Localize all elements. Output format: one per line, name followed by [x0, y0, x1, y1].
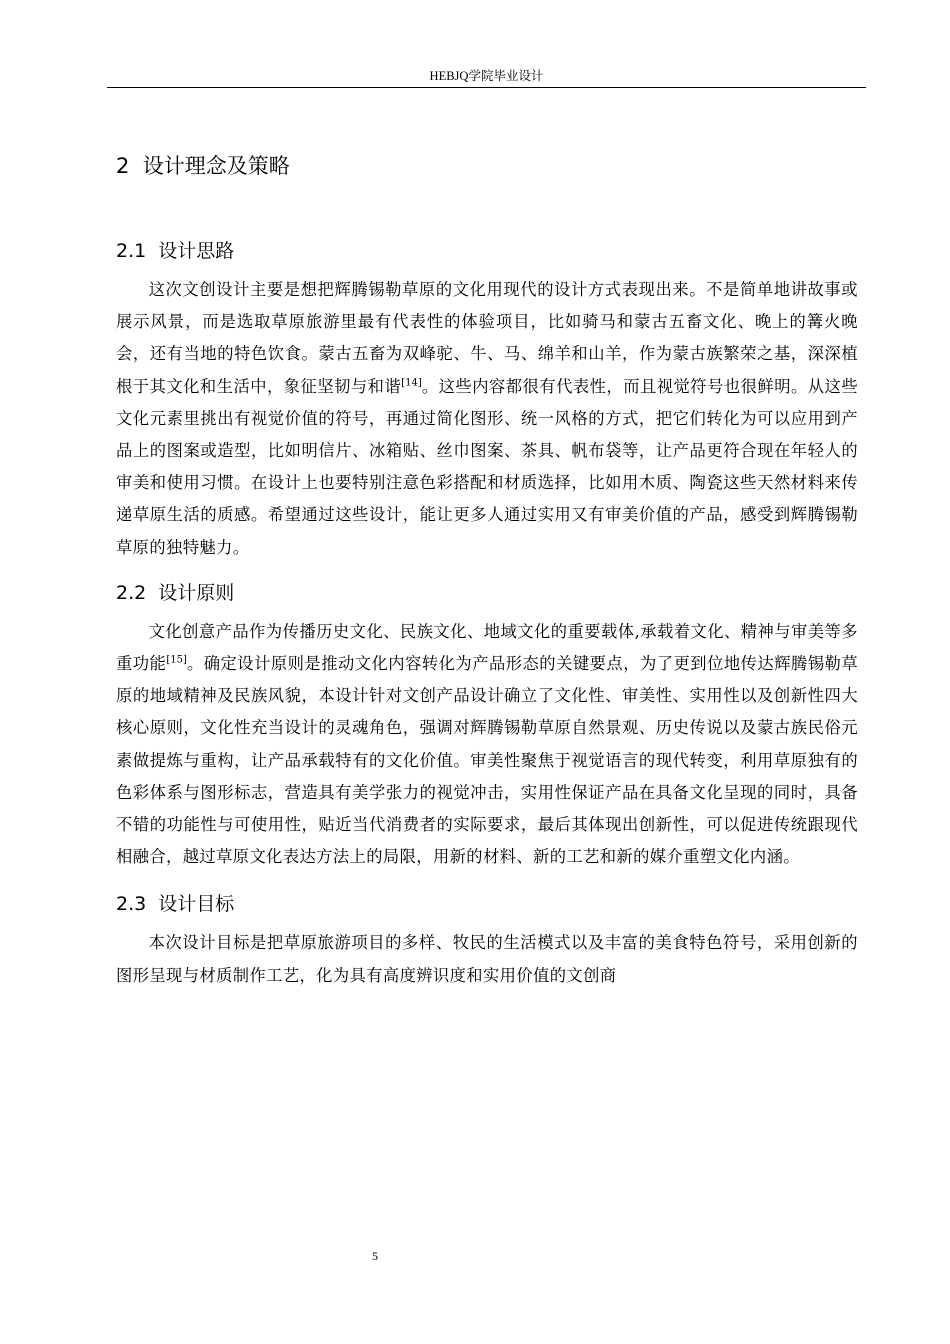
chapter-number: 2: [116, 154, 130, 178]
section-number: 2.3: [116, 893, 147, 916]
citation-marker: [15]: [166, 654, 187, 666]
paragraph-text: 本次设计目标是把草原旅游项目的多样、牧民的生活模式以及丰富的美食特色符号，采用创新的图形呈现与材质制作工艺，化为具有高度辨识度和实用价值的文创商: [116, 933, 858, 985]
section-heading-2-3: [116, 881, 858, 927]
paragraph-text: 这次文创设计主要是想把辉腾锡勒草原的文化用现代的设计方式表现出来。不是简单地讲故事或展示风景，而是选取草原旅游里最有代表性的体验项目，比如骑马和蒙古五畜文化、晚上的篝火晚会，还有当地的特色饮食。蒙古五畜为双峰驼、牛、马、绵羊和山羊，作为蒙古族繁荣之基，深深植根于其文化和生活中，象征坚韧与和谐: [116, 280, 858, 396]
section-number: 2.2: [116, 581, 147, 604]
chapter-title: [116, 140, 858, 192]
section-heading-2-2: [116, 570, 858, 616]
section-2-3-paragraph: [116, 927, 858, 991]
section-2-1-paragraph: [116, 274, 858, 564]
citation-marker: [14]: [401, 377, 422, 389]
document-body: [116, 140, 858, 992]
page-header: [107, 67, 866, 88]
section-title-text: 设计目标: [158, 893, 235, 916]
paragraph-text: 文化创意产品作为传播历史文化、民族文化、地域文化的重要载体,承载着文化、精神与审美等多重功能: [116, 621, 858, 674]
header-title: HEBJQ学院毕业设计: [429, 69, 544, 83]
section-2-2-paragraph: [116, 616, 858, 874]
section-title-text: 设计原则: [158, 581, 235, 604]
section-heading-2-1: [116, 228, 858, 274]
paragraph-text: 。这些内容都很有代表性，而且视觉符号也很鲜明。从这些文化元素里挑出有视觉价值的符号，再通过简化图形、统一风格的方式，把它们转化为可以应用到产品上的图案或造型，比如明信片、冰箱贴、丝巾图案、茶具、帆布袋等，让产品更符合现在年轻人的审美和使用习惯。在设计上也要特别注意色彩搭配和材质选择，比如用木质、陶瓷这些天然材料来传递草原生活的质感。希望通过这些设计，能让更多人通过实用又有审美价值的产品，感受到辉腾锡勒草原的独特魅力。: [116, 376, 858, 557]
chapter-title-text: 设计理念及策略: [142, 154, 290, 178]
section-title-text: 设计思路: [158, 240, 235, 262]
section-number: 2.1: [116, 240, 147, 262]
paragraph-text: 。确定设计原则是推动文化内容转化为产品形态的关键要点，为了更到位地传达辉腾锡勒草原的地域精神及民族风貌，本设计针对文创产品设计确立了文化性、审美性、实用性以及创新性四大核心原则，文化性充当设计的灵魂角色，强调对辉腾锡勒草原自然景观、历史传说以及蒙古族民俗元素做提炼与重构，让产品承载特有的文化价值。审美性聚焦于视觉语言的现代转变，利用草原独有的色彩体系与图形标志，营造具有美学张力的视觉冲击，实用性保证产品在具备文化呈现的同时，具备不错的功能性与可使用性，贴近当代消费者的实际要求，最后其体现出创新性，可以促进传统跟现代相融合，越过草原文化表达方法上的局限，用新的材料、新的工艺和新的媒介重塑文化内涵。: [116, 654, 858, 867]
page-number: 5: [372, 1249, 378, 1263]
